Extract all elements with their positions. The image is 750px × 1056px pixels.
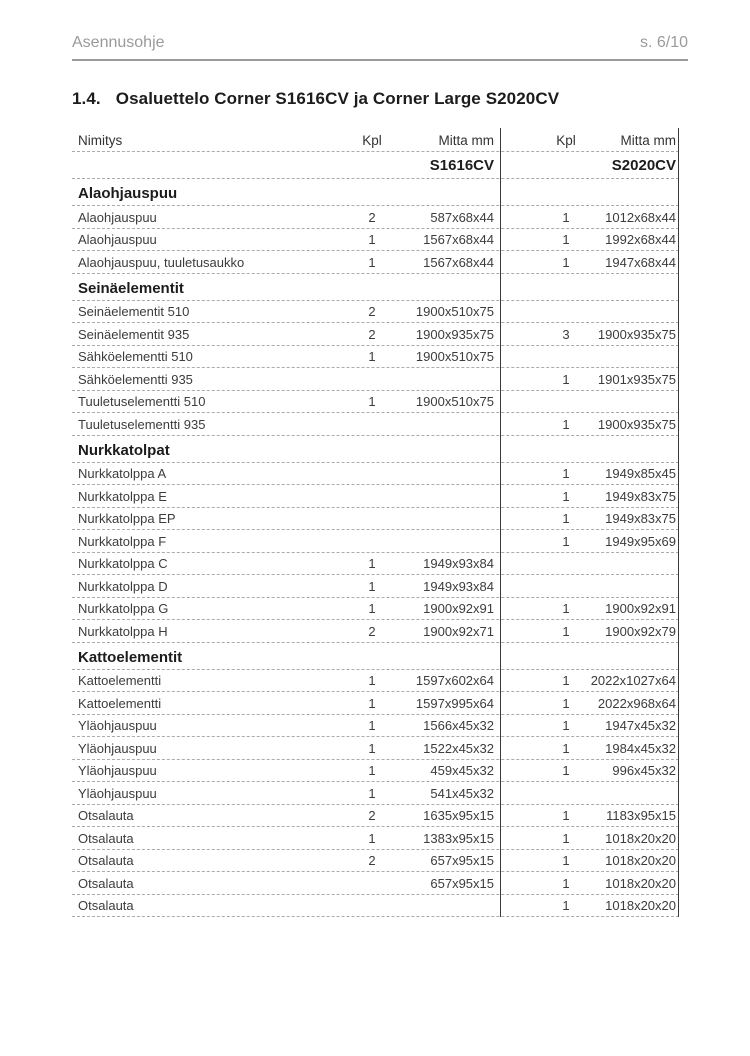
s2020cv-dimension: 1900x935x75: [597, 416, 676, 432]
s1616cv-qty: 1: [368, 254, 376, 270]
s2020cv-dimension: 1949x83x75: [605, 511, 676, 526]
s1616cv-dimension: 587x68x44: [430, 209, 494, 225]
table-row: [72, 301, 679, 324]
part-name: Otsalauta: [78, 898, 134, 913]
part-name: Nurkkatolppa A: [78, 466, 167, 481]
s2020cv-dimension: 1018x20x20: [605, 853, 676, 868]
column-divider-right: [678, 128, 679, 917]
s2020cv-qty: 3: [562, 326, 570, 342]
s2020cv-qty: 1: [562, 209, 570, 225]
s1616cv-qty: 1: [368, 556, 376, 571]
s1616cv-qty: 1: [368, 785, 376, 801]
doc-type-label: Asennusohje: [72, 34, 165, 51]
s2020cv-dimension: 2022x968x64: [597, 695, 676, 711]
s2020cv-qty: 1: [562, 488, 570, 504]
table-section-row: [72, 274, 679, 301]
s1616cv-dimension: 1597x602x64: [415, 673, 494, 688]
s2020cv-qty: 1: [562, 673, 570, 688]
s1616cv-dimension: 1567x68x44: [423, 254, 494, 270]
parts-table: [72, 128, 679, 917]
s1616cv-dimension: 1635x95x15: [423, 808, 494, 823]
s2020cv-qty: 1: [562, 371, 570, 387]
s1616cv-qty: 2: [368, 326, 376, 342]
table-row: [72, 805, 679, 828]
section-label: Nurkkatolpat: [78, 441, 170, 459]
s1616cv-dimension: 657x95x15: [430, 853, 494, 868]
part-name: Seinäelementit 935: [78, 326, 190, 342]
part-name: Nurkkatolppa D: [78, 578, 168, 594]
s1616cv-qty: 1: [368, 232, 376, 247]
column-header-kpl-2: Kpl: [556, 133, 576, 148]
table-row: [72, 850, 679, 873]
part-name: Nurkkatolppa F: [78, 533, 167, 549]
s1616cv-qty: 1: [368, 601, 376, 616]
part-name: Otsalauta: [78, 808, 134, 823]
part-name: Otsalauta: [78, 875, 134, 891]
part-name: Nurkkatolppa C: [78, 556, 168, 571]
s2020cv-qty: 1: [562, 601, 570, 616]
s2020cv-dimension: 1901x935x75: [597, 371, 676, 387]
s2020cv-dimension: 996x45x32: [612, 763, 676, 778]
s2020cv-dimension: 1018x20x20: [605, 830, 676, 846]
s1616cv-dimension: 1383x95x15: [423, 830, 494, 846]
s1616cv-qty: 2: [368, 853, 376, 868]
table-row: [72, 229, 679, 252]
table-row: [72, 323, 679, 346]
section-label: Alaohjauspuu: [78, 185, 178, 202]
s1616cv-dimension: 1567x68x44: [423, 232, 494, 247]
table-header-row: [72, 128, 679, 152]
table-row: [72, 692, 679, 715]
table-body: [72, 179, 679, 917]
s2020cv-qty: 1: [562, 511, 570, 526]
s1616cv-qty: 2: [368, 623, 376, 639]
s1616cv-dimension: 1566x45x32: [423, 718, 494, 733]
s2020cv-qty: 1: [562, 232, 570, 247]
table-row: [72, 485, 679, 508]
table-section-row: [72, 436, 679, 463]
s1616cv-dimension: 1900x510x75: [415, 304, 494, 319]
column-header-nimitys: Nimitys: [78, 133, 123, 148]
table-row: [72, 782, 679, 805]
s1616cv-qty: 2: [368, 304, 376, 319]
s1616cv-dimension: 1900x510x75: [415, 394, 494, 409]
part-name: Nurkkatolppa E: [78, 488, 167, 504]
part-name: Kattoelementti: [78, 695, 162, 711]
section-label: Kattoelementit: [78, 648, 183, 666]
s1616cv-dimension: 1522x45x32: [423, 740, 494, 756]
s2020cv-dimension: 1900x92x79: [605, 623, 676, 639]
table-row: [72, 251, 679, 274]
s2020cv-dimension: 1949x83x75: [605, 488, 676, 504]
s2020cv-qty: 1: [562, 533, 570, 549]
s1616cv-qty: 2: [368, 209, 376, 225]
s1616cv-dimension: 1900x92x71: [423, 623, 494, 639]
s2020cv-qty: 1: [562, 718, 570, 733]
page-header: [72, 0, 688, 61]
table-row: [72, 391, 679, 414]
table-row: [72, 895, 679, 918]
table-section-row: [72, 643, 679, 670]
column-header-mitta-1: Mitta mm: [438, 133, 494, 148]
table-row: [72, 413, 679, 436]
part-name: Kattoelementti: [78, 673, 162, 688]
s1616cv-qty: 1: [368, 673, 376, 688]
s1616cv-qty: 1: [368, 763, 376, 778]
table-row: [72, 737, 679, 760]
s1616cv-dimension: 459x45x32: [430, 763, 494, 778]
s2020cv-dimension: 1012x68x44: [605, 209, 676, 225]
s1616cv-qty: 1: [368, 830, 376, 846]
part-name: Sähköelementti 935: [78, 371, 193, 387]
s2020cv-qty: 1: [562, 466, 570, 481]
table-row: [72, 827, 679, 850]
s2020cv-dimension: 1183x95x15: [606, 808, 676, 823]
s2020cv-dimension: 1900x935x75: [597, 326, 676, 342]
s1616cv-qty: 1: [368, 740, 376, 756]
part-name: Yläohjauspuu: [78, 785, 157, 801]
model-header-s1616cv: S1616CV: [429, 157, 494, 174]
table-row: [72, 598, 679, 621]
table-row: [72, 530, 679, 553]
s2020cv-dimension: 1018x20x20: [605, 898, 676, 913]
column-header-kpl-1: Kpl: [362, 133, 382, 148]
s2020cv-qty: 1: [562, 898, 570, 913]
part-name: Tuuletuselementti 935: [78, 416, 206, 432]
s2020cv-dimension: 1949x85x45: [605, 466, 676, 481]
part-name: Nurkkatolppa EP: [78, 511, 176, 526]
s2020cv-qty: 1: [562, 740, 570, 756]
table-row: [72, 575, 679, 598]
s2020cv-qty: 1: [562, 853, 570, 868]
part-name: Tuuletuselementti 510: [78, 394, 206, 409]
model-header-s2020cv: S2020CV: [611, 157, 676, 174]
part-name: Yläohjauspuu: [78, 763, 157, 778]
s2020cv-dimension: 2022x1027x64: [590, 673, 676, 688]
s1616cv-dimension: 1900x92x91: [423, 601, 494, 616]
s1616cv-qty: 1: [368, 349, 376, 364]
s2020cv-qty: 1: [562, 623, 570, 639]
s1616cv-qty: 2: [368, 808, 376, 823]
s2020cv-dimension: 1984x45x32: [605, 740, 676, 756]
s2020cv-dimension: 1992x68x44: [605, 232, 676, 247]
part-name: Alaohjauspuu: [78, 232, 157, 247]
s1616cv-dimension: 1900x935x75: [415, 326, 494, 342]
section-title: [72, 89, 750, 109]
s1616cv-dimension: 1900x510x75: [415, 349, 494, 364]
section-label: Seinäelementit: [78, 279, 184, 297]
s2020cv-qty: 1: [562, 830, 570, 846]
s2020cv-qty: 1: [562, 695, 570, 711]
table-row: [72, 368, 679, 391]
section-title-text: Osaluettelo Corner S1616CV ja Corner Large S2020CV: [115, 89, 560, 108]
s2020cv-dimension: 1900x92x91: [605, 601, 676, 616]
part-name: Otsalauta: [78, 853, 134, 868]
s1616cv-dimension: 1597x995x64: [415, 695, 494, 711]
model-header-row: [72, 152, 679, 179]
table-row: [72, 508, 679, 531]
part-name: Otsalauta: [78, 830, 134, 846]
part-name: Sähköelementti 510: [78, 349, 193, 364]
part-name: Nurkkatolppa G: [78, 601, 169, 616]
table-row: [72, 715, 679, 738]
s1616cv-qty: 1: [368, 718, 376, 733]
table-row: [72, 872, 679, 895]
s1616cv-qty: 1: [368, 695, 376, 711]
table-row: [72, 760, 679, 783]
table-row: [72, 463, 679, 486]
s2020cv-dimension: 1949x95x69: [605, 533, 676, 549]
part-name: Yläohjauspuu: [78, 718, 157, 733]
table-row: [72, 670, 679, 693]
table-section-row: [72, 179, 679, 206]
table-row: [72, 620, 679, 643]
page-number: s. 6/10: [639, 34, 688, 51]
s2020cv-qty: 1: [562, 416, 570, 432]
s2020cv-dimension: 1947x68x44: [605, 254, 676, 270]
s2020cv-qty: 1: [562, 875, 570, 891]
part-name: Nurkkatolppa H: [78, 623, 168, 639]
part-name: Yläohjauspuu: [78, 740, 157, 756]
column-divider-left: [500, 128, 501, 917]
column-header-mitta-2: Mitta mm: [620, 133, 676, 148]
table-row: [72, 346, 679, 369]
table-row: [72, 553, 679, 576]
s1616cv-dimension: 1949x93x84: [423, 578, 494, 594]
part-name: Alaohjauspuu, tuuletusaukko: [78, 254, 245, 270]
s1616cv-qty: 1: [368, 578, 376, 594]
s1616cv-dimension: 541x45x32: [430, 785, 494, 801]
part-name: Seinäelementit 510: [78, 304, 190, 319]
s1616cv-dimension: 657x95x15: [430, 875, 494, 891]
s2020cv-dimension: 1947x45x32: [605, 718, 676, 733]
s1616cv-dimension: 1949x93x84: [423, 556, 494, 571]
s2020cv-qty: 1: [562, 763, 570, 778]
s2020cv-qty: 1: [562, 254, 570, 270]
s1616cv-qty: 1: [368, 394, 376, 409]
s2020cv-dimension: 1018x20x20: [605, 875, 676, 891]
part-name: Alaohjauspuu: [78, 209, 157, 225]
s2020cv-qty: 1: [562, 808, 570, 823]
table-row: [72, 206, 679, 229]
section-number: 1.4.: [72, 89, 101, 108]
